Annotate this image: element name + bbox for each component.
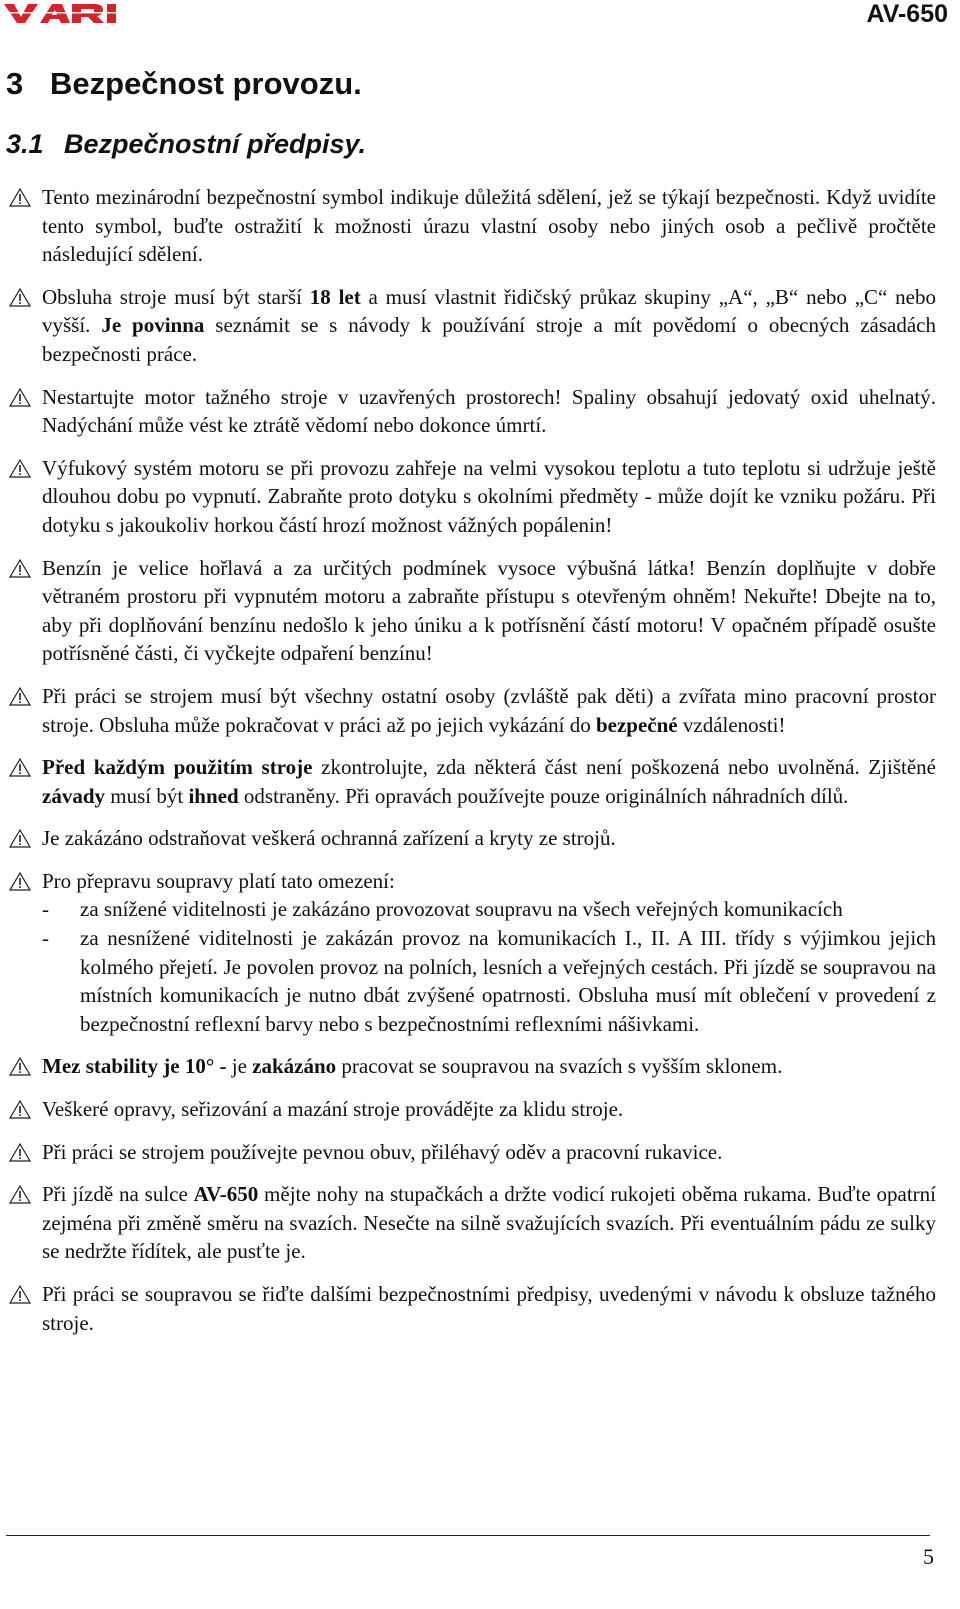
safety-rule — [0, 682, 960, 739]
warning-triangle-icon — [9, 872, 31, 891]
warning-triangle-icon — [9, 829, 31, 848]
safety-rule — [0, 454, 960, 540]
text-run: seznámit se s návody k používání stroje a mít povědomí o obecných zásadách bezpečnosti práce. — [42, 313, 936, 366]
bold-text: bezpečné — [595, 712, 678, 737]
text-run: Obsluha stroje musí být starší — [42, 284, 310, 309]
warning-triangle-icon — [9, 758, 31, 777]
safety-rule-text — [0, 753, 960, 810]
text-run: pracovat se soupravou na svazích s vyšším sklonem. — [336, 1054, 783, 1079]
safety-rule — [0, 1138, 960, 1167]
safety-rule — [0, 824, 960, 853]
safety-rule-text — [0, 1052, 960, 1081]
safety-rule — [0, 283, 960, 369]
safety-rule — [0, 867, 960, 1039]
safety-rule — [0, 383, 960, 440]
text-run: odstraněny. Při opravách používejte pouze originálních náhradních dílů. — [238, 783, 849, 808]
bold-text: 18 let — [309, 284, 361, 309]
subsection-heading — [6, 129, 366, 160]
warning-triangle-icon — [9, 459, 31, 478]
safety-rule-text — [0, 554, 960, 668]
text-run: Benzín je velice hořlavá a za určitých podmínek vysoce výbušná látka! Benzín doplňujte v dobře větraném prostoru při vypnutém motoru a zabraňte přístupu s otevřeným ohněm! Nekuřte! Dbejte na to, aby při doplňování benzínu nedošlo k jeho úniku a k potřísnění částí motoru! V opačném případě osušte potřísněné části, či vyčkejte odpaření benzínu! — [42, 555, 936, 666]
safety-rule-text — [0, 1138, 960, 1167]
safety-rule-text — [0, 1095, 960, 1124]
text-run: je — [231, 1054, 253, 1079]
safety-rule — [0, 1095, 960, 1124]
text-run: Při práci se strojem musí být všechny ostatní osoby (zvláště pak děti) a zvířata mino pracovní prostor stroje. Obsluha může pokračovat v práci až po jejich vykázání do — [42, 683, 936, 737]
bold-text: Je povinna — [101, 313, 205, 338]
safety-rule-text — [0, 1280, 960, 1337]
safety-rule — [0, 1180, 960, 1266]
bold-text: závady — [42, 783, 105, 808]
text-run: vzdálenosti! — [677, 712, 786, 737]
safety-rule — [0, 554, 960, 668]
restriction-text: za snížené viditelnosti je zakázáno provozovat soupravu na všech veřejných komunikacích — [80, 897, 843, 922]
safety-rule-text — [0, 283, 960, 369]
text-run: Veškeré opravy, seřizování a mazání stroje provádějte za klidu stroje. — [42, 1097, 624, 1122]
restriction-item — [0, 924, 960, 1038]
text-run: Nestartujte motor tažného stroje v uzavřených prostorech! Spaliny obsahují jedovatý oxid uhelnatý. Nadýchání může vést ke ztrátě vědomí nebo dokonce úmrtí. — [42, 384, 936, 438]
warning-triangle-icon — [9, 687, 31, 706]
footer-divider — [6, 1535, 930, 1536]
safety-rule — [0, 753, 960, 810]
safety-rule — [0, 183, 960, 269]
text-run: Je zakázáno odstraňovat veškerá ochranná zařízení a kryty ze strojů. — [42, 826, 616, 851]
text-run: Při práci se soupravou se řiďte dalšími bezpečnostními předpisy, uvedenými v návodu k obsluze tažného stroje. — [42, 1282, 936, 1335]
restriction-item — [0, 895, 960, 924]
safety-rule-text — [0, 824, 960, 853]
text-run: zkontrolujte, zda některá část není poškozená nebo uvolněná. Zjištěné — [312, 755, 936, 780]
section-title: Bezpečnost provozu. — [50, 66, 362, 101]
warning-triangle-icon — [9, 288, 31, 307]
warning-triangle-icon — [9, 559, 31, 578]
text-run: Výfukový systém motoru se při provozu zahřeje na velmi vysokou teplotu a tuto teplotu si udržuje ještě dlouhou dobu po vypnutí. Zabraňte proto dotyku s okolními předměty - může dojít ke vzniku požáru. Při dotyku s jakoukoliv horkou částí hrozí možnost vážných popálenin! — [42, 455, 936, 537]
text-run: musí být — [105, 783, 189, 808]
section-number: 3 — [6, 66, 24, 101]
subsection-title: Bezpečnostní předpisy. — [64, 129, 367, 159]
bold-text: Mez stability je 10° - — [42, 1054, 232, 1079]
bold-text: zakázáno — [252, 1054, 337, 1079]
warning-triangle-icon — [9, 1285, 31, 1304]
safety-rule — [0, 1052, 960, 1081]
list-dash: - — [42, 897, 49, 922]
text-run: Při práci se strojem používejte pevnou obuv, přiléhavý oděv a pracovní rukavice. — [42, 1139, 723, 1164]
safety-rule-text — [0, 454, 960, 540]
bold-text: Před každým použitím stroje — [42, 755, 313, 780]
safety-rules-list — [0, 183, 960, 1351]
list-dash: - — [42, 926, 49, 951]
model-name: AV-650 — [866, 0, 948, 28]
section-heading — [6, 66, 362, 102]
subsection-number: 3.1 — [6, 129, 44, 159]
warning-triangle-icon — [9, 1185, 31, 1204]
warning-triangle-icon — [9, 1143, 31, 1162]
page-number: 5 — [923, 1544, 934, 1569]
warning-triangle-icon — [9, 1057, 31, 1076]
safety-rule-text — [0, 867, 960, 896]
safety-rule-text — [0, 682, 960, 739]
text-run: mějte nohy na stupačkách a držte vodicí rukojeti oběma rukama. Buďte opatrní zejména při změně směru na svazích. Nesečte na silně svažujících svazích. Při eventuálním pádu ze sulky se nedržte řídítek, ale pusťte je. — [42, 1182, 936, 1264]
safety-rule-text — [0, 383, 960, 440]
text-run: Tento mezinárodní bezpečnostní symbol indikuje důležitá sdělení, jež se týkají bezpečnosti. Když uvidíte tento symbol, buďte ostražití k možnosti úrazu vlastní osoby nebo jiných osob a pečlivě pročtěte následující sdělení. — [42, 185, 936, 267]
text-run: Pro přepravu soupravy platí tato omezení: — [42, 868, 395, 893]
warning-triangle-icon — [9, 188, 31, 207]
safety-rule-text — [0, 1180, 960, 1266]
restriction-text: za nesnížené viditelnosti je zakázán provoz na komunikacích I., II. A III. třídy s výjimkou jejich kolmého přejetí. Je povolen provoz na polních, lesních a veřejných cestách. Při jízdě se soupravou na místních komunikacích je nutno dbát zvýšené opatrnosti. Obsluha musí mít oblečení v provedení z bezpečnostní reflexní barvy nebo s bezpečnostními reflexními nášivkami. — [80, 926, 936, 1036]
bold-text: AV-650 — [193, 1182, 259, 1207]
text-run: a musí vlastnit řidičský průkaz skupiny „A“, „B“ nebo „C“ nebo vyšší. — [42, 284, 936, 338]
page-header — [0, 0, 960, 36]
text-run: Při jízdě na sulce — [42, 1182, 194, 1207]
safety-rule-text — [0, 183, 960, 269]
bold-text: ihned — [188, 783, 239, 808]
safety-rule — [0, 1280, 960, 1337]
warning-triangle-icon — [9, 1100, 31, 1119]
vari-logo — [4, 2, 132, 24]
warning-triangle-icon — [9, 388, 31, 407]
